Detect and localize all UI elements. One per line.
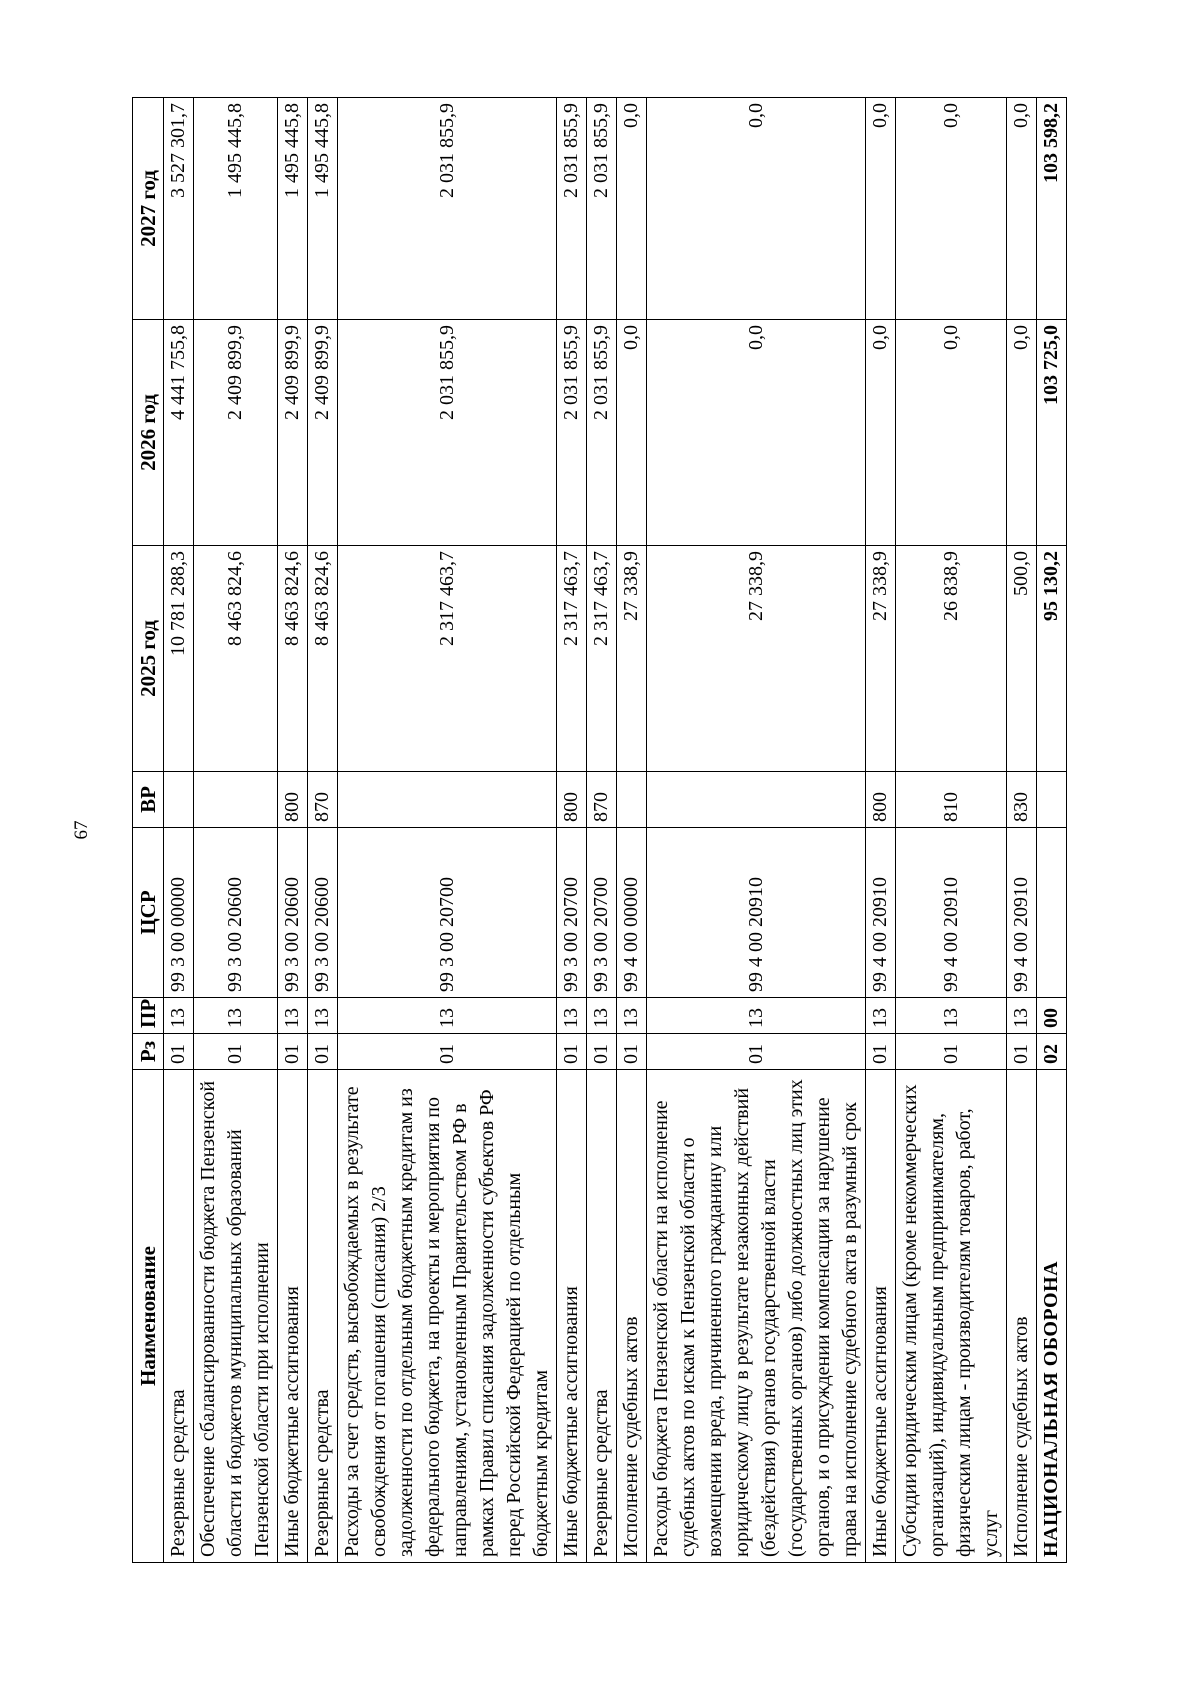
cell-vr bbox=[338, 772, 557, 828]
cell-name: Резервные средства bbox=[164, 1070, 194, 1563]
table-row bbox=[278, 98, 308, 1563]
cell-2025: 8 463 824,6 bbox=[278, 546, 308, 772]
cell-pr: 00 bbox=[1037, 998, 1067, 1034]
header-vr: ВР bbox=[133, 772, 164, 828]
cell-2025: 500,0 bbox=[1007, 546, 1037, 772]
cell-rz: 01 bbox=[557, 1034, 587, 1070]
cell-rz: 01 bbox=[617, 1034, 647, 1070]
cell-name: НАЦИОНАЛЬНАЯ ОБОРОНА bbox=[1037, 1070, 1067, 1563]
table-row bbox=[557, 98, 587, 1563]
cell-2025: 26 838,9 bbox=[896, 546, 1007, 772]
cell-csr: 99 4 00 20910 bbox=[896, 828, 1007, 998]
cell-csr bbox=[1037, 828, 1067, 998]
cell-rz: 01 bbox=[308, 1034, 338, 1070]
cell-2025: 10 781 288,3 bbox=[164, 546, 194, 772]
rotated-table-container bbox=[132, 98, 1085, 1563]
cell-2026: 4 441 755,8 bbox=[164, 320, 194, 546]
cell-vr: 810 bbox=[896, 772, 1007, 828]
cell-2027: 0,0 bbox=[617, 98, 647, 320]
cell-2026: 0,0 bbox=[866, 320, 896, 546]
cell-2027: 2 031 855,9 bbox=[587, 98, 617, 320]
cell-rz: 01 bbox=[587, 1034, 617, 1070]
cell-2025: 27 338,9 bbox=[866, 546, 896, 772]
cell-rz: 01 bbox=[338, 1034, 557, 1070]
cell-pr: 13 bbox=[338, 998, 557, 1034]
cell-name: Резервные средства bbox=[308, 1070, 338, 1563]
cell-vr: 800 bbox=[557, 772, 587, 828]
cell-csr: 99 4 00 20910 bbox=[1007, 828, 1037, 998]
cell-csr: 99 3 00 20700 bbox=[587, 828, 617, 998]
cell-pr: 13 bbox=[647, 998, 866, 1034]
cell-pr: 13 bbox=[587, 998, 617, 1034]
cell-pr: 13 bbox=[866, 998, 896, 1034]
cell-rz: 01 bbox=[647, 1034, 866, 1070]
cell-csr: 99 3 00 20700 bbox=[557, 828, 587, 998]
table-row bbox=[647, 98, 866, 1563]
table-row bbox=[1007, 98, 1037, 1563]
table-row bbox=[308, 98, 338, 1563]
cell-2026: 0,0 bbox=[1007, 320, 1037, 546]
cell-pr: 13 bbox=[617, 998, 647, 1034]
cell-2025: 8 463 824,6 bbox=[194, 546, 278, 772]
cell-name: Резервные средства bbox=[587, 1070, 617, 1563]
cell-rz: 01 bbox=[1007, 1034, 1037, 1070]
cell-csr: 99 3 00 20600 bbox=[194, 828, 278, 998]
cell-name: Расходы за счет средств, высвобождаемых в результате освобождения от погашения (списания) 2/3 задолженности по отдельным бюджетным кредитам из федерального бюджета, на проекты и мероприятия по направлениям, установленным Правительством РФ в рамках Правил списания задолженности субъектов РФ перед Российской Федерацией по отдельным бюджетным кредитам bbox=[338, 1070, 557, 1563]
cell-2027: 103 598,2 bbox=[1037, 98, 1067, 320]
cell-rz: 01 bbox=[194, 1034, 278, 1070]
cell-pr: 13 bbox=[1007, 998, 1037, 1034]
cell-2027: 1 495 445,8 bbox=[278, 98, 308, 320]
cell-rz: 02 bbox=[1037, 1034, 1067, 1070]
cell-2025: 2 317 463,7 bbox=[338, 546, 557, 772]
cell-pr: 13 bbox=[896, 998, 1007, 1034]
cell-2027: 0,0 bbox=[896, 98, 1007, 320]
cell-name: Исполнение судебных актов bbox=[617, 1070, 647, 1563]
cell-2026: 2 031 855,9 bbox=[557, 320, 587, 546]
cell-pr: 13 bbox=[557, 998, 587, 1034]
table-row bbox=[617, 98, 647, 1563]
cell-name: Иные бюджетные ассигнования bbox=[278, 1070, 308, 1563]
cell-2025: 2 317 463,7 bbox=[587, 546, 617, 772]
cell-2027: 0,0 bbox=[866, 98, 896, 320]
cell-vr bbox=[647, 772, 866, 828]
header-csr: ЦСР bbox=[133, 828, 164, 998]
cell-name: Иные бюджетные ассигнования bbox=[557, 1070, 587, 1563]
cell-2025: 2 317 463,7 bbox=[557, 546, 587, 772]
header-name: Наименование bbox=[133, 1070, 164, 1563]
cell-2026: 0,0 bbox=[617, 320, 647, 546]
cell-2025: 95 130,2 bbox=[1037, 546, 1067, 772]
header-2026: 2026 год bbox=[133, 320, 164, 546]
cell-vr bbox=[194, 772, 278, 828]
cell-vr: 870 bbox=[308, 772, 338, 828]
cell-2027: 3 527 301,7 bbox=[164, 98, 194, 320]
cell-name: Расходы бюджета Пензенской области на исполнение судебных актов по искам к Пензенской области о возмещении вреда, причиненного гражданину или юридическому лицу в результате незаконных действий (бездействия) органов государственной власти (государственных органов) либо должностных лиц этих органов, и о присуждении компенсации за нарушение права на исполнение судебного акта в разумный срок bbox=[647, 1070, 866, 1563]
cell-2025: 27 338,9 bbox=[647, 546, 866, 772]
table-row bbox=[338, 98, 557, 1563]
cell-pr: 13 bbox=[164, 998, 194, 1034]
header-rz: Рз bbox=[133, 1034, 164, 1070]
cell-csr: 99 3 00 20600 bbox=[308, 828, 338, 998]
header-2025: 2025 год bbox=[133, 546, 164, 772]
table-row bbox=[896, 98, 1007, 1563]
table-row bbox=[164, 98, 194, 1563]
cell-2027: 2 031 855,9 bbox=[338, 98, 557, 320]
cell-2027: 0,0 bbox=[1007, 98, 1037, 320]
cell-rz: 01 bbox=[896, 1034, 1007, 1070]
cell-vr bbox=[164, 772, 194, 828]
header-2027: 2027 год bbox=[133, 98, 164, 320]
table-row bbox=[194, 98, 278, 1563]
cell-rz: 01 bbox=[866, 1034, 896, 1070]
cell-2027: 0,0 bbox=[647, 98, 866, 320]
cell-2026: 103 725,0 bbox=[1037, 320, 1067, 546]
cell-csr: 99 3 00 20700 bbox=[338, 828, 557, 998]
cell-2026: 0,0 bbox=[896, 320, 1007, 546]
cell-csr: 99 4 00 20910 bbox=[866, 828, 896, 998]
cell-vr bbox=[1037, 772, 1067, 828]
cell-2027: 1 495 445,8 bbox=[308, 98, 338, 320]
cell-vr bbox=[617, 772, 647, 828]
cell-vr: 800 bbox=[866, 772, 896, 828]
cell-vr: 800 bbox=[278, 772, 308, 828]
cell-2026: 0,0 bbox=[647, 320, 866, 546]
cell-csr: 99 3 00 00000 bbox=[164, 828, 194, 998]
cell-rz: 01 bbox=[164, 1034, 194, 1070]
cell-2026: 2 409 899,9 bbox=[308, 320, 338, 546]
cell-pr: 13 bbox=[194, 998, 278, 1034]
cell-name: Субсидии юридическим лицам (кроме некоммерческих организаций), индивидуальным предпринимателям, физическим лицам - производителям товаров, работ, услуг bbox=[896, 1070, 1007, 1563]
table-header-row bbox=[133, 98, 164, 1563]
cell-2026: 2 409 899,9 bbox=[278, 320, 308, 546]
cell-2025: 27 338,9 bbox=[617, 546, 647, 772]
cell-2027: 2 031 855,9 bbox=[557, 98, 587, 320]
budget-table bbox=[132, 97, 1067, 1563]
header-pr: ПР bbox=[133, 998, 164, 1034]
cell-name: Исполнение судебных актов bbox=[1007, 1070, 1037, 1563]
table-row bbox=[587, 98, 617, 1563]
cell-pr: 13 bbox=[308, 998, 338, 1034]
cell-name: Обеспечение сбалансированности бюджета Пензенской области и бюджетов муниципальных образований Пензенской области при исполнении bbox=[194, 1070, 278, 1563]
cell-csr: 99 3 00 20600 bbox=[278, 828, 308, 998]
table-body bbox=[164, 98, 1067, 1563]
page-number: 67 bbox=[71, 820, 92, 840]
cell-name: Иные бюджетные ассигнования bbox=[866, 1070, 896, 1563]
cell-2025: 8 463 824,6 bbox=[308, 546, 338, 772]
cell-2027: 1 495 445,8 bbox=[194, 98, 278, 320]
table-row bbox=[866, 98, 896, 1563]
cell-rz: 01 bbox=[278, 1034, 308, 1070]
cell-2026: 2 409 899,9 bbox=[194, 320, 278, 546]
cell-csr: 99 4 00 20910 bbox=[647, 828, 866, 998]
cell-vr: 830 bbox=[1007, 772, 1037, 828]
cell-vr: 870 bbox=[587, 772, 617, 828]
table-row bbox=[1037, 98, 1067, 1563]
cell-pr: 13 bbox=[278, 998, 308, 1034]
cell-2026: 2 031 855,9 bbox=[587, 320, 617, 546]
cell-2026: 2 031 855,9 bbox=[338, 320, 557, 546]
cell-csr: 99 4 00 00000 bbox=[617, 828, 647, 998]
